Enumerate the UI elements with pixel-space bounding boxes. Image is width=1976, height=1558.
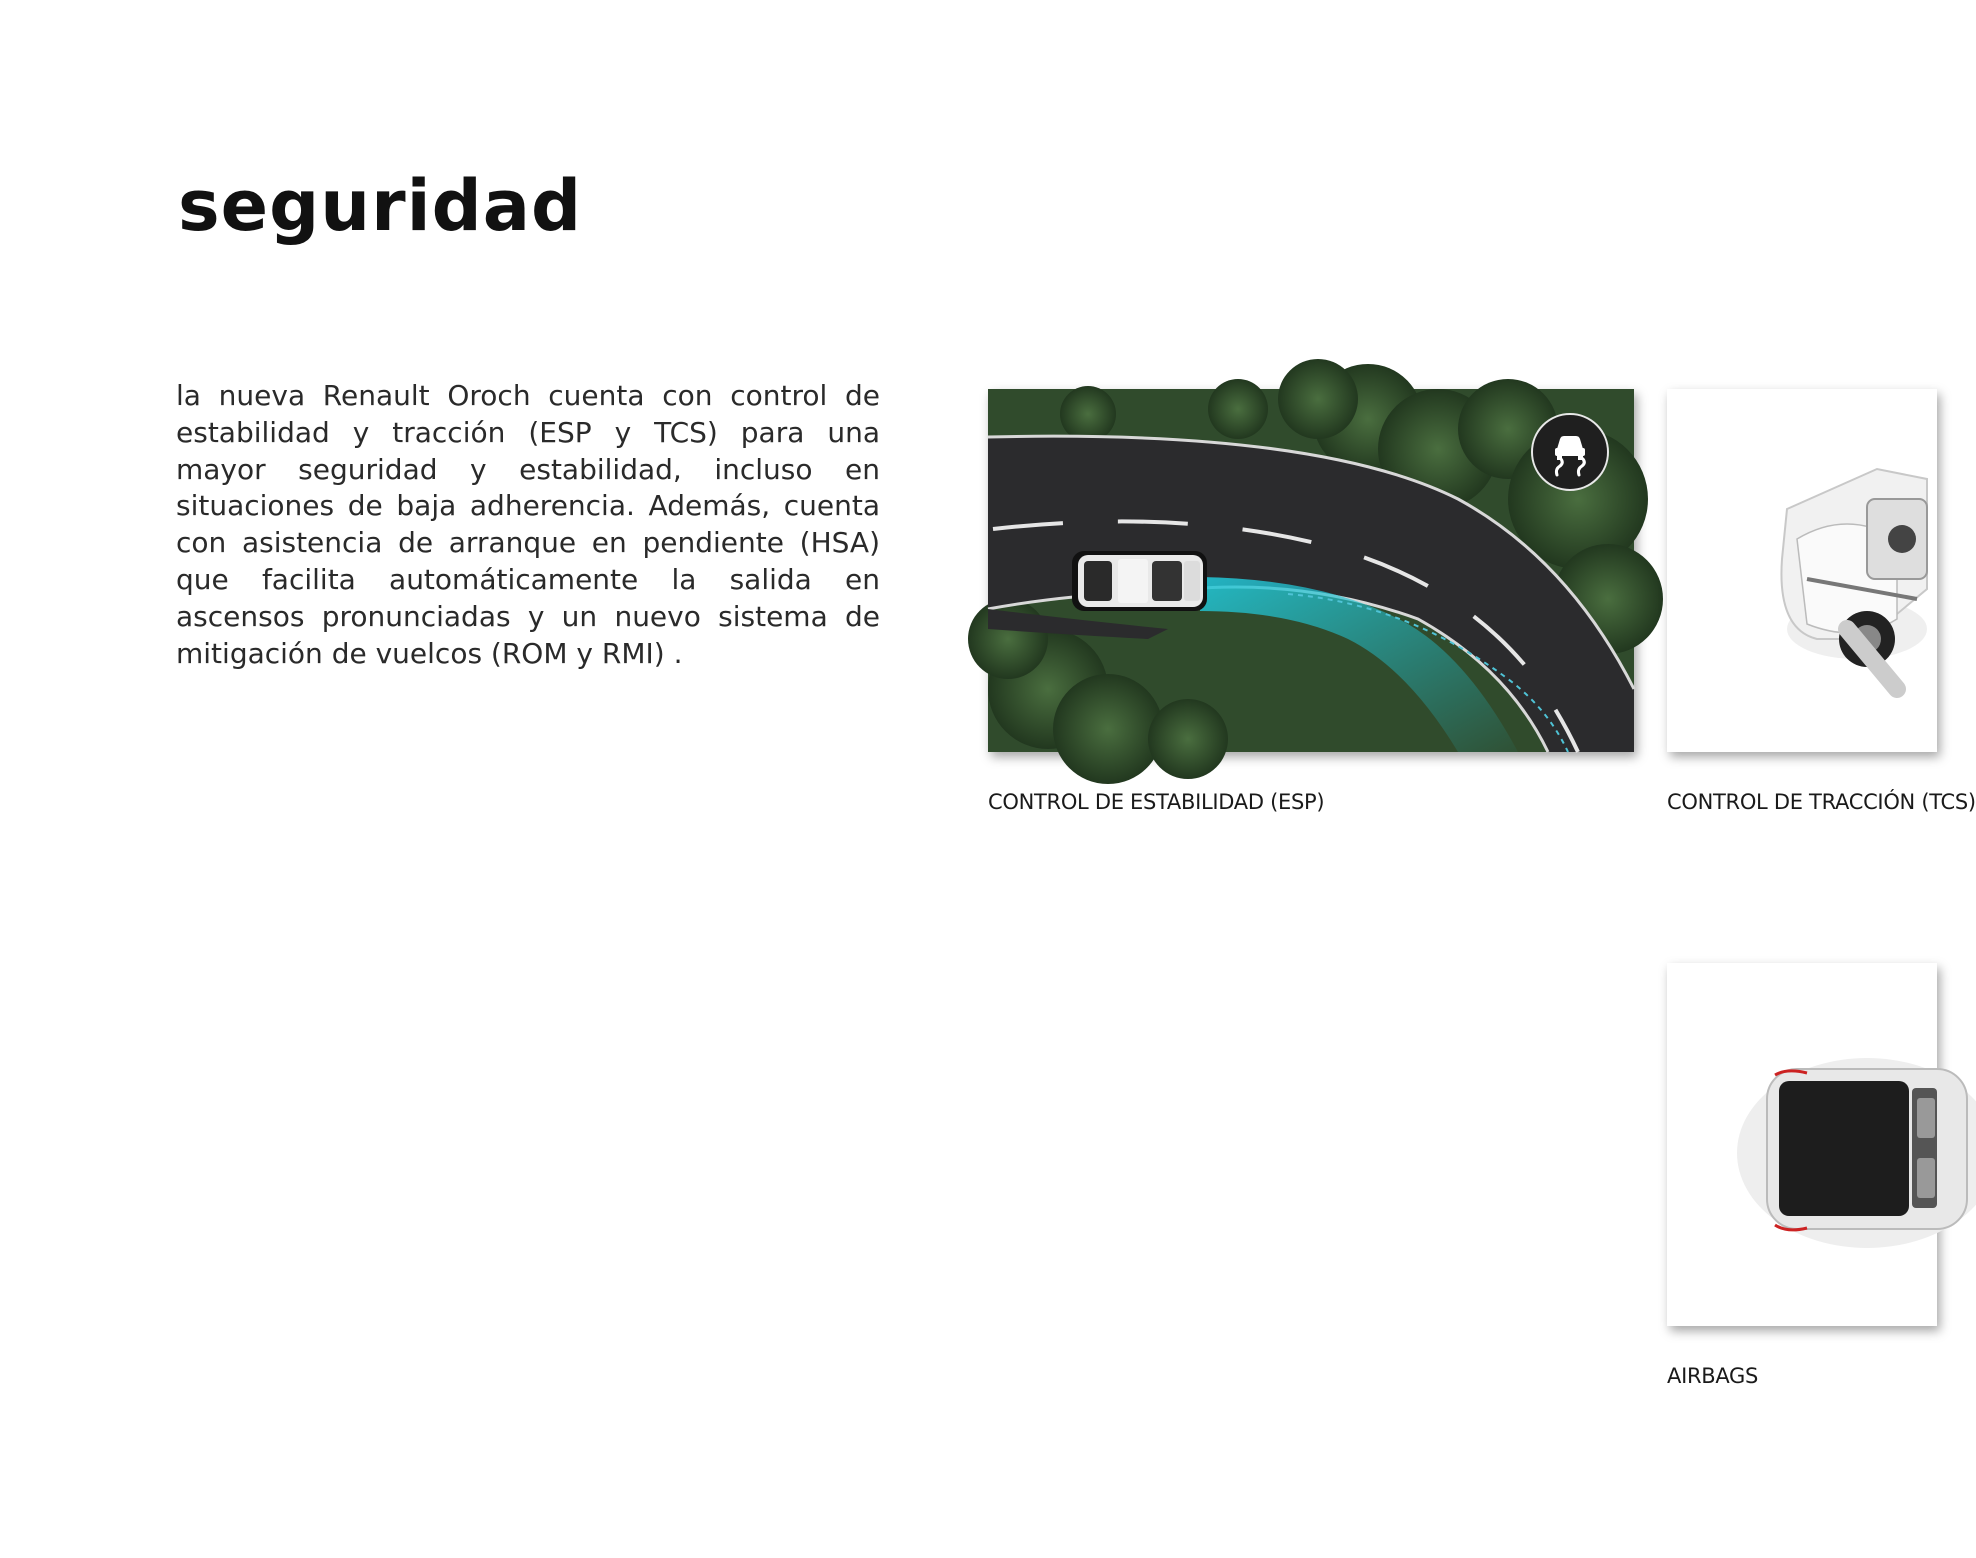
page-title: seguridad (178, 165, 583, 247)
feature-caption-tcs: CONTROL DE TRACCIÓN (TCS) (1667, 790, 1976, 814)
skid-control-icon (1531, 413, 1609, 491)
feature-caption-esp: CONTROL DE ESTABILIDAD (ESP) (988, 790, 1325, 814)
chassis-image (1667, 389, 1937, 752)
car-top-view-image (1667, 963, 1937, 1326)
intro-paragraph: la nueva Renault Oroch cuenta con control de estabilidad y tracción (ESP y TCS) para una mayor seguridad y estabilidad, incluso en situaciones de baja adherencia. Además, cuenta con asistencia de arranque en pendiente (HSA) que facilita automáticamente la salida en ascensos pronunciadas y un nuevo sistema de mitigación de vuelcos (ROM y RMI) . (176, 379, 880, 670)
feature-caption-airbags: AIRBAGS (1667, 1364, 1759, 1388)
esp-image (988, 389, 1634, 752)
airbags-image (1667, 963, 1937, 1326)
tcs-image (1667, 389, 1937, 752)
